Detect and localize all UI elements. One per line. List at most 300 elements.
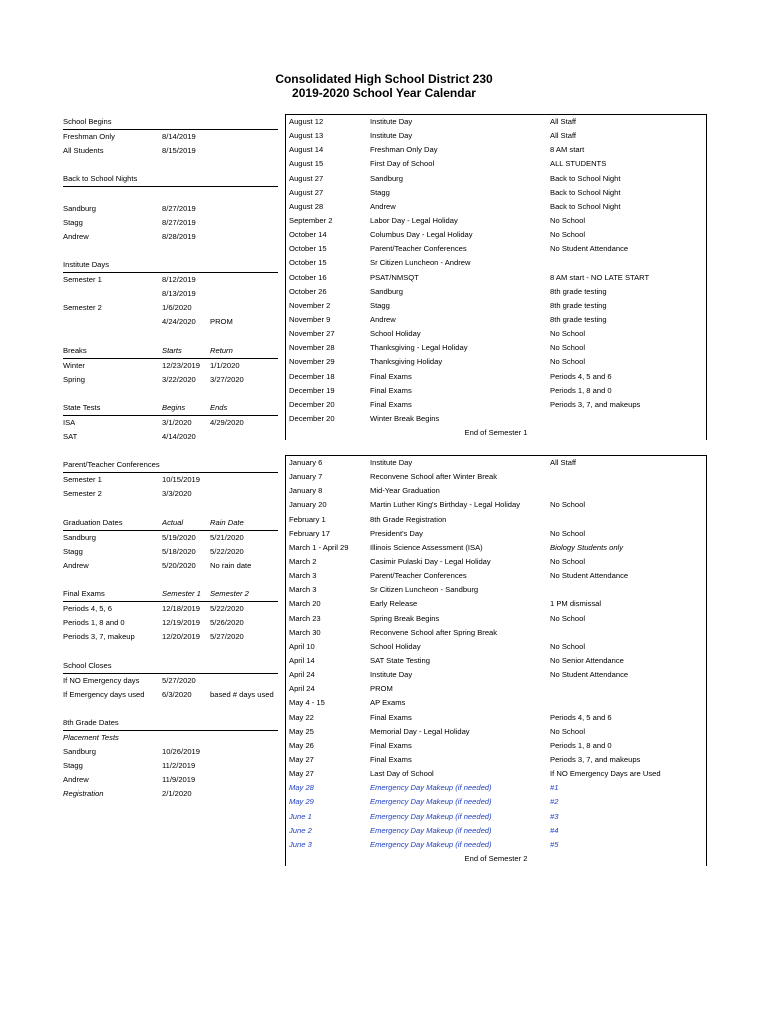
event-note: No School	[550, 613, 586, 623]
event-note	[550, 513, 700, 527]
row-value	[162, 716, 210, 730]
event-date: March 30	[289, 627, 321, 637]
event-note: Back to School Night	[550, 173, 621, 183]
row-note: 3/27/2020	[210, 374, 244, 384]
event-name: Final Exams	[370, 399, 412, 409]
key-date-row	[63, 273, 278, 287]
event-name: President's Day	[370, 528, 423, 538]
row-value: 11/9/2019	[162, 775, 196, 785]
key-date-row	[63, 216, 278, 230]
row-note	[210, 759, 278, 773]
event-date: May 26	[289, 740, 314, 750]
row-label: Registration	[63, 789, 104, 799]
section-header	[63, 587, 278, 602]
row-value: 12/23/2019	[162, 360, 201, 370]
event-note: #4	[550, 825, 559, 835]
event-date: February 1	[289, 514, 326, 524]
calendar-row	[286, 242, 706, 256]
row-value	[162, 731, 210, 745]
event-date: December 20	[289, 413, 335, 423]
calendar-row	[286, 256, 706, 270]
calendar-row	[286, 285, 706, 299]
event-note: Periods 4, 5 and 6	[550, 712, 612, 722]
event-date: May 4 - 15	[289, 698, 325, 708]
row-value: 8/14/2019	[162, 132, 196, 142]
calendar-row	[286, 200, 706, 214]
row-note: 5/22/2020	[210, 546, 244, 556]
row-value: 10/26/2019	[162, 747, 201, 757]
calendar-row	[286, 157, 706, 171]
row-note	[210, 273, 278, 287]
event-name: Thanksgiving - Legal Holiday	[370, 343, 468, 353]
row-value: 12/20/2019	[162, 632, 201, 642]
section-header	[63, 659, 278, 674]
section-header	[63, 716, 278, 731]
row-value: 11/2/2019	[162, 761, 196, 771]
event-note: 8 AM start	[550, 145, 585, 155]
row-note	[210, 202, 278, 216]
event-name: Martin Luther King's Birthday - Legal Holiday	[370, 500, 521, 510]
event-date: May 27	[289, 769, 314, 779]
calendar-row	[286, 682, 706, 696]
event-date: February 17	[289, 528, 330, 538]
event-date: May 29	[289, 797, 314, 807]
event-date: December 20	[289, 399, 335, 409]
row-note	[210, 258, 278, 272]
event-note: No School	[550, 528, 586, 538]
row-value: 5/19/2020	[162, 532, 196, 542]
key-date-row	[63, 202, 278, 216]
event-note: No School	[550, 641, 586, 651]
event-date: November 28	[289, 343, 335, 353]
event-name: Parent/Teacher Conferences	[370, 571, 467, 581]
row-note	[210, 230, 278, 244]
event-date: August 28	[289, 201, 324, 211]
section-header	[63, 115, 278, 130]
event-note: 1 PM dismissal	[550, 599, 602, 609]
row-note	[210, 644, 278, 658]
calendar-row	[286, 612, 706, 626]
event-date: May 25	[289, 726, 314, 736]
event-note	[550, 626, 700, 640]
calendar-row	[286, 781, 706, 795]
event-date: January 6	[289, 458, 323, 467]
key-date-row	[63, 731, 278, 745]
event-date: April 24	[289, 670, 315, 680]
row-value: 8/27/2019	[162, 217, 196, 227]
event-note: All Staff	[550, 131, 577, 141]
event-name: AP Exams	[370, 698, 406, 708]
row-value	[162, 458, 210, 472]
section-header	[63, 401, 278, 416]
calendar-row	[286, 484, 706, 498]
calendar-row	[286, 555, 706, 569]
row-label	[63, 315, 162, 329]
calendar-row	[286, 810, 706, 824]
row-value: 2/1/2020	[162, 789, 192, 799]
row-label	[63, 444, 162, 458]
row-label: Spring	[63, 374, 85, 384]
row-value: Starts	[162, 345, 182, 355]
key-date-row	[63, 373, 278, 387]
row-label	[63, 387, 162, 401]
key-date-row	[63, 230, 278, 244]
row-label	[63, 287, 162, 301]
event-name: Casimir Pulaski Day - Legal Holiday	[370, 556, 491, 566]
event-note: No School	[550, 329, 586, 339]
key-date-row	[63, 630, 278, 644]
row-value	[162, 244, 210, 258]
row-note: Ends	[210, 402, 228, 412]
section-header	[63, 516, 278, 531]
event-date: November 9	[289, 314, 331, 324]
row-note	[210, 244, 278, 258]
event-date: January 7	[289, 472, 323, 482]
event-name: Institute Day	[370, 131, 413, 141]
event-note: ALL STUDENTS	[550, 159, 607, 169]
key-date-row	[63, 130, 278, 144]
row-note	[210, 502, 278, 516]
event-name: Sandburg	[370, 286, 403, 296]
row-label: SAT	[63, 432, 78, 442]
row-value	[162, 659, 210, 673]
row-note	[210, 473, 278, 487]
calendar-row	[286, 527, 706, 541]
event-note: 8 AM start - NO LATE START	[550, 272, 650, 282]
calendar-row	[286, 355, 706, 369]
row-note	[210, 329, 278, 343]
row-label: Semester 2	[63, 489, 102, 499]
row-note	[210, 458, 278, 472]
row-label: Andrew	[63, 231, 89, 241]
event-note: Biology Students only	[550, 542, 624, 552]
key-date-row	[63, 244, 278, 258]
calendar-row	[286, 129, 706, 143]
row-note: Return	[210, 345, 233, 355]
event-date: March 20	[289, 599, 321, 609]
calendar-row	[286, 626, 706, 640]
event-name: Final Exams	[370, 754, 412, 764]
calendar-row	[286, 838, 706, 852]
event-note: No School	[550, 357, 586, 367]
event-note: #1	[550, 783, 559, 793]
row-label: 8th Grade Dates	[63, 717, 119, 727]
event-date: May 22	[289, 712, 314, 722]
row-value: 8/13/2019	[162, 289, 196, 299]
key-date-row	[63, 773, 278, 787]
row-note	[210, 573, 278, 587]
row-value: Actual	[162, 517, 184, 527]
section-header	[63, 258, 278, 273]
event-note: All Staff	[550, 117, 577, 126]
row-label: Semester 1	[63, 275, 102, 285]
event-note: No School	[550, 343, 586, 353]
row-value: 5/18/2020	[162, 546, 196, 556]
event-name: Emergency Day Makeup (if needed)	[370, 811, 492, 821]
event-note: No Student Attendance	[550, 571, 629, 581]
event-name: Institute Day	[370, 670, 413, 680]
calendar-row	[286, 725, 706, 739]
event-name: School Holiday	[370, 329, 421, 339]
event-name: Final Exams	[370, 740, 412, 750]
event-date: August 14	[289, 145, 324, 155]
semester-2-calendar	[285, 455, 707, 866]
row-value	[162, 644, 210, 658]
row-value: 1/6/2020	[162, 303, 192, 313]
key-date-row	[63, 559, 278, 573]
row-note	[210, 702, 278, 716]
calendar-row	[286, 143, 706, 157]
row-value: 3/1/2020	[162, 417, 192, 427]
key-date-row	[63, 473, 278, 487]
row-label	[63, 702, 162, 716]
row-note	[210, 144, 278, 158]
row-note	[210, 158, 278, 172]
event-date: January 20	[289, 500, 327, 510]
row-value: 6/3/2020	[162, 689, 192, 699]
row-label: School Begins	[63, 117, 112, 126]
row-label: Parent/Teacher Conferences	[63, 460, 160, 470]
event-date: August 13	[289, 131, 324, 141]
row-value: 8/28/2019	[162, 231, 196, 241]
event-note: If NO Emergency Days are Used	[550, 769, 661, 779]
event-name: Mid-Year Graduation	[370, 486, 440, 496]
event-date: April 24	[289, 684, 315, 694]
row-value: 5/20/2020	[162, 560, 196, 570]
key-date-row	[63, 531, 278, 545]
event-note: Periods 1, 8 and 0	[550, 740, 612, 750]
row-label: Sandburg	[63, 747, 96, 757]
event-name: Emergency Day Makeup (if needed)	[370, 783, 492, 793]
event-note: No School	[550, 556, 586, 566]
row-value: 8/12/2019	[162, 275, 196, 285]
event-date: June 3	[289, 839, 312, 849]
calendar-row	[286, 640, 706, 654]
row-value: 8/27/2019	[162, 203, 196, 213]
key-date-row	[63, 301, 278, 315]
key-date-row	[63, 329, 278, 343]
calendar-row	[286, 299, 706, 313]
event-name: 8th Grade Registration	[370, 514, 447, 524]
row-note	[210, 773, 278, 787]
row-label: Placement Tests	[63, 733, 119, 743]
event-name: Andrew	[370, 201, 396, 211]
calendar-row	[286, 313, 706, 327]
event-name: Sr Citizen Luncheon - Sandburg	[370, 585, 479, 595]
row-note	[210, 187, 278, 201]
event-date: October 15	[289, 244, 327, 254]
row-value: Semester 1	[162, 589, 201, 599]
event-name: PSAT/NMSQT	[370, 272, 419, 282]
key-date-row	[63, 745, 278, 759]
row-label: Sandburg	[63, 532, 96, 542]
row-label: ISA	[63, 417, 76, 427]
calendar-row	[286, 654, 706, 668]
calendar-row	[286, 186, 706, 200]
key-date-row	[63, 416, 278, 430]
event-name: Spring Break Begins	[370, 613, 440, 623]
row-label	[63, 573, 162, 587]
section-header	[63, 458, 278, 473]
row-note: No rain date	[210, 560, 252, 570]
row-label: Semester 1	[63, 475, 102, 485]
event-note	[550, 256, 700, 270]
event-name: Stagg	[370, 187, 390, 197]
row-note	[210, 487, 278, 501]
key-date-row	[63, 602, 278, 616]
row-value	[162, 258, 210, 272]
key-date-row	[63, 487, 278, 501]
key-date-row	[63, 359, 278, 373]
calendar-row	[286, 384, 706, 398]
key-date-row	[63, 644, 278, 658]
row-label: Stagg	[63, 761, 83, 771]
calendar-row	[286, 696, 706, 710]
row-value: 3/3/2020	[162, 489, 192, 499]
row-label	[63, 644, 162, 658]
key-date-row	[63, 702, 278, 716]
row-value	[162, 115, 210, 129]
row-value	[162, 702, 210, 716]
row-value: 4/14/2020	[162, 432, 196, 442]
calendar-row	[286, 569, 706, 583]
row-value	[162, 187, 210, 201]
event-name: Parent/Teacher Conferences	[370, 244, 467, 254]
key-date-row	[63, 315, 278, 329]
event-name: Institute Day	[370, 458, 413, 467]
calendar-row	[286, 327, 706, 341]
row-note	[210, 216, 278, 230]
row-note: 5/26/2020	[210, 618, 244, 628]
row-note: Semester 2	[210, 589, 249, 599]
page-title: Consolidated High School District 230	[275, 72, 493, 86]
row-note	[210, 444, 278, 458]
calendar-row	[286, 739, 706, 753]
calendar-row	[286, 271, 706, 285]
event-date: October 16	[289, 272, 327, 282]
key-dates-panel	[63, 115, 278, 802]
event-name: Memorial Day - Legal Holiday	[370, 726, 470, 736]
row-label: School Closes	[63, 660, 112, 670]
event-name: Early Release	[370, 599, 418, 609]
event-note	[550, 484, 700, 498]
row-label: Periods 1, 8 and 0	[63, 618, 125, 628]
key-date-row	[63, 573, 278, 587]
calendar-row	[286, 456, 706, 470]
row-value: 10/15/2019	[162, 475, 201, 485]
calendar-row	[286, 228, 706, 242]
row-label: All Students	[63, 146, 104, 156]
event-name: Freshman Only Day	[370, 145, 438, 155]
semester-end-label: End of Semester 1	[464, 428, 528, 438]
semester-end-label: End of Semester 2	[464, 853, 528, 863]
event-date: November 27	[289, 329, 335, 339]
event-note: No Student Attendance	[550, 244, 629, 254]
event-note: No Senior Attendance	[550, 655, 624, 665]
event-date: October 26	[289, 286, 327, 296]
key-date-row	[63, 502, 278, 516]
calendar-row	[286, 597, 706, 611]
row-label: Andrew	[63, 560, 89, 570]
key-date-row	[63, 158, 278, 172]
key-date-row	[63, 387, 278, 401]
event-name: Winter Break Begins	[370, 413, 440, 423]
row-note	[210, 659, 278, 673]
row-label: Stagg	[63, 546, 83, 556]
event-name: SAT State Testing	[370, 655, 430, 665]
event-date: August 15	[289, 159, 324, 169]
row-note	[210, 430, 278, 444]
event-note	[550, 696, 700, 710]
event-note: 8th grade testing	[550, 314, 607, 324]
calendar-row	[286, 668, 706, 682]
row-label: Periods 4, 5, 6	[63, 604, 112, 614]
row-note	[210, 716, 278, 730]
calendar-row	[286, 214, 706, 228]
event-note: #3	[550, 811, 559, 821]
event-date: May 28	[289, 783, 314, 793]
row-label: If NO Emergency days	[63, 675, 140, 685]
row-note	[210, 387, 278, 401]
event-note: No School	[550, 215, 586, 225]
event-note: Periods 1, 8 and 0	[550, 385, 612, 395]
calendar-row	[286, 172, 706, 186]
row-note: based # days used	[210, 689, 274, 699]
event-date: December 18	[289, 371, 335, 381]
row-value: 4/24/2020	[162, 317, 196, 327]
key-date-row	[63, 674, 278, 688]
event-date: March 23	[289, 613, 321, 623]
row-label	[63, 158, 162, 172]
section-header	[63, 344, 278, 359]
event-note	[550, 583, 700, 597]
event-name: PROM	[370, 684, 393, 694]
row-value	[162, 158, 210, 172]
calendar-row	[286, 795, 706, 809]
event-name: Illinois Science Assessment (ISA)	[370, 542, 483, 552]
event-date: August 27	[289, 187, 324, 197]
event-note: 8th grade testing	[550, 300, 607, 310]
event-note: Back to School Night	[550, 187, 621, 197]
calendar-row	[286, 513, 706, 527]
page-subtitle: 2019-2020 School Year Calendar	[292, 86, 476, 100]
event-date: October 15	[289, 258, 327, 268]
event-date: January 8	[289, 486, 323, 496]
key-date-row	[63, 430, 278, 444]
semester-1-calendar	[285, 114, 707, 440]
row-label	[63, 502, 162, 516]
key-date-row	[63, 187, 278, 201]
row-value: 5/27/2020	[162, 675, 196, 685]
event-note: Periods 3, 7, and makeups	[550, 399, 641, 409]
key-date-row	[63, 787, 278, 801]
event-note	[550, 682, 700, 696]
event-date: April 14	[289, 655, 315, 665]
event-date: November 2	[289, 300, 331, 310]
calendar-row	[286, 412, 706, 426]
row-note	[210, 745, 278, 759]
event-note: No School	[550, 726, 586, 736]
row-label: Winter	[63, 360, 85, 370]
key-date-row	[63, 545, 278, 559]
event-name: Final Exams	[370, 712, 412, 722]
event-note: Periods 4, 5 and 6	[550, 371, 612, 381]
row-note: PROM	[210, 317, 233, 327]
row-note	[210, 130, 278, 144]
row-label: Breaks	[63, 345, 87, 355]
event-name: Final Exams	[370, 371, 412, 381]
calendar-row	[286, 498, 706, 512]
